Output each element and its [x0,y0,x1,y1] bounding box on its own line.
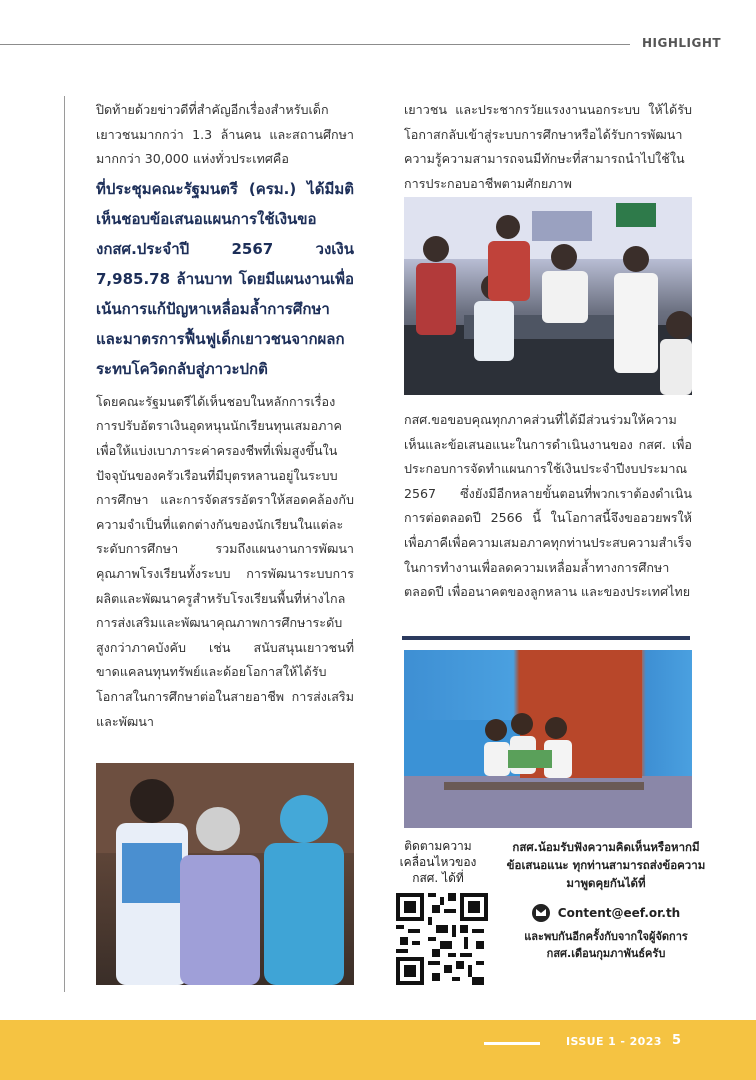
thanks-paragraph: กสศ.ขอขอบคุณทุกภาคส่วนที่ได้มีส่วนร่วมให้ความเห็นและข้อเสนอแนะในการดำเนินงานของ กสศ. เพื่อประกอบการจัดทำแผนการใช้เงินประจำปีงบประมาณ 2567 ซึ่งยังมีอีกหลายขั้นตอนที่พวกเราต้องดำเนินการต่อตลอดปี 2566 นี้ ในโอกาสนี้จึงขออวยพรให้เพื่อภาคีเพื่อความเสมอภาคทุกท่านประสบความสำเร็จในการทำงานเพื่อลดความเหลื่อมล้ำทางการศึกษาตลอดปี เพื่ออนาคตของลูกหลาน และของประเทศไทย [404,412,692,600]
children-reading-photo [404,650,692,828]
footer-rule [484,1042,540,1045]
qr-code[interactable] [396,893,488,985]
body-paragraph: โดยคณะรัฐมนตรีได้เห็นชอบในหลักการเรื่องการปรับอัตราเงินอุดหนุนนักเรียนทุนเสมอภาคเพื่อให้แบ่งเบาภาระค่าครองชีพที่เพิ่มสูงขึ้นในปัจจุบันของครัวเรือนที่มีบุตรหลานอยู่ในระบบการศึกษา และการจัดสรรอัตราให้สอดคล้องกับความจำเป็นที่แตกต่างกันของนักเรียนในแต่ละระดับการศึกษา รวมถึงแผนงานการพัฒนาคุณภาพโรงเรียนทั้งระบบ การพัฒนาระบบการผลิตและพัฒนาครูสำหรับโรงเรียนพื้นที่ห่างไกล การส่งเสริมและพัฒนาคุณภาพการศึกษาระดับสูงกว่าภาคบังคับ เช่น สนับสนุนเยาวชนที่ขาดแคลนทุนทรัพย์และด้อยโอกาสให้ได้รับโอกาสในการศึกษาต่อในสายอาชีพ การส่งเสริมและพัฒนา [96,393,354,729]
column-rule [64,96,65,992]
contact-block [506,838,706,962]
mail-icon [532,904,550,922]
footer-band [0,1020,756,1080]
students-lab-photo [404,197,692,395]
intro-paragraph: ปิดท้ายด้วยข่าวดีที่สำคัญอีกเรื่องสำหรับเด็กเยาวชนมากกว่า 1.3 ล้านคน และสถานศึกษามากกว่า 30,000 แห่งทั่วประเทศคือ [96,102,354,167]
contact-note: กสศ.น้อมรับฟังความคิดเห็นหรือหากมีข้อเสนอแนะ ทุกท่านสามารถส่งข้อความมาพูดคุยกันได้ที่ [506,840,706,890]
issue-label: ISSUE 1 - 2023 [566,1035,662,1048]
page-number: 5 [672,1033,682,1048]
right-column-top [404,98,692,196]
lead-highlight: ที่ประชุมคณะรัฐมนตรี (ครม.) ได้มีมติเห็นชอบข้อเสนอแผนการใช้เงินของกสศ.ประจำปี 2567 วงเงิน 7,985.78 ล้านบาท โดยมีแผนงานเพื่อเน้นการแก้ปัญหาเหลื่อมล้ำการศึกษา และมาตรการฟื้นฟูเด็กเยาวชนจากผลกระทบโควิดกลับสู่ภาวะปกติ [96,179,354,378]
continued-paragraph: เยาวชน และประชากรวัยแรงงานนอกระบบ ให้ได้รับโอกาสกลับเข้าสู่ระบบการศึกษาหรือได้รับการพัฒนาความรู้ความสามารถจนมีทักษะที่สามารถนำไปใช้ในการประกอบอาชีพตามศักยภาพ [404,102,692,191]
email-link[interactable]: Content@eef.or.th [557,906,681,920]
section-label: HIGHLIGHT [642,36,722,50]
header-rule [0,44,630,45]
signoff-text: และพบกันอีกครั้งกับจากใจผู้จัดการ กสศ.เดือนกุมภาพันธ์ครับ [524,930,688,960]
left-column [96,98,354,734]
family-photo [96,763,354,985]
section-divider [402,636,690,640]
qr-caption: ติดตามความเคลื่อนไหวของ กสศ. ได้ที่ [399,839,477,885]
right-column-mid [404,408,692,605]
email-row[interactable] [506,904,706,922]
